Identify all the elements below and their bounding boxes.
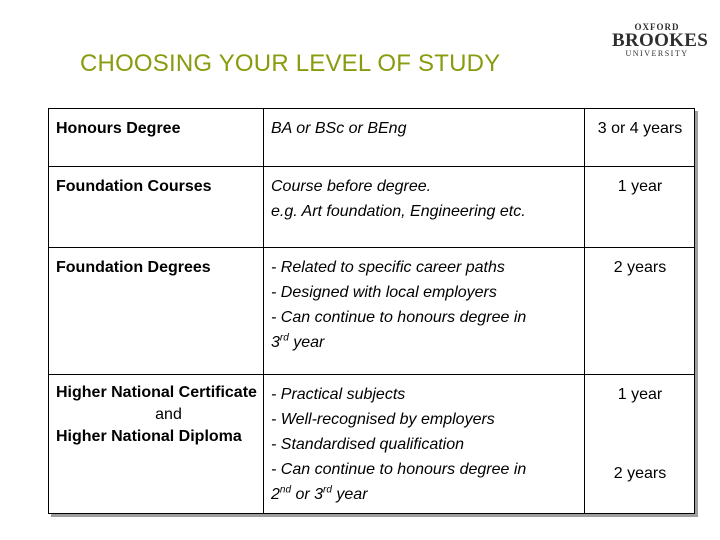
table-row [49,109,695,167]
level-duration [585,248,695,375]
table-row [49,375,695,514]
description-line: Course before degree. [271,178,432,195]
logo-line-brookes: BROOKES [612,30,709,51]
level-description [264,248,585,375]
level-duration [585,167,695,248]
ordinal-suffix: rd [323,484,332,496]
description-line: - Standardised qualification [271,436,465,453]
description-line: - Can continue to honours degree in [271,461,527,478]
level-name-line: Higher National Certificate [56,384,257,401]
duration-text: 2 years [613,259,667,276]
description-line: - Related to specific career paths [271,259,505,276]
description-line [271,330,578,355]
level-description [264,167,585,248]
logo-line-oxford: OXFORD [634,22,680,32]
description-line: - Can continue to honours degree in [271,309,527,326]
university-logo [612,22,709,58]
level-description [264,375,585,514]
ordinal-number: 3 [271,334,280,351]
level-description: BA or BSc or BEng [264,109,585,167]
duration-text: 2 years [613,465,667,482]
description-line: - Well-recognised by employers [271,411,495,428]
level-name-line: Higher National Diploma [56,428,242,445]
table-row [49,248,695,375]
description-line: - Practical subjects [271,386,406,403]
duration-text: 1 year [617,178,663,195]
ordinal-suffix: rd [279,332,289,344]
ordinal-tail: year [331,486,368,503]
study-levels-table [48,108,695,514]
ordinal-suffix: nd [279,484,292,496]
table-row [49,167,695,248]
level-name: Foundation Degrees [49,248,264,375]
duration-text: 1 year [617,386,663,403]
description-line: e.g. Art foundation, Engineering etc. [271,203,526,220]
level-duration [585,375,695,514]
level-name: Foundation Courses [49,167,264,248]
duration-text: 3 or 4 years [597,120,683,137]
ordinal-tail: or 3 [291,486,324,503]
ordinal-number: 2 [271,486,280,503]
page-title: CHOOSING YOUR LEVEL OF STUDY [80,50,501,77]
ordinal-tail: year [288,334,325,351]
level-duration [585,109,695,167]
description-line: - Designed with local employers [271,284,497,301]
level-name [49,375,264,514]
description-line [271,482,578,507]
logo-line-university: UNIVERSITY [625,49,689,58]
level-name: Honours Degree [49,109,264,167]
level-name-connector: and [155,406,182,423]
